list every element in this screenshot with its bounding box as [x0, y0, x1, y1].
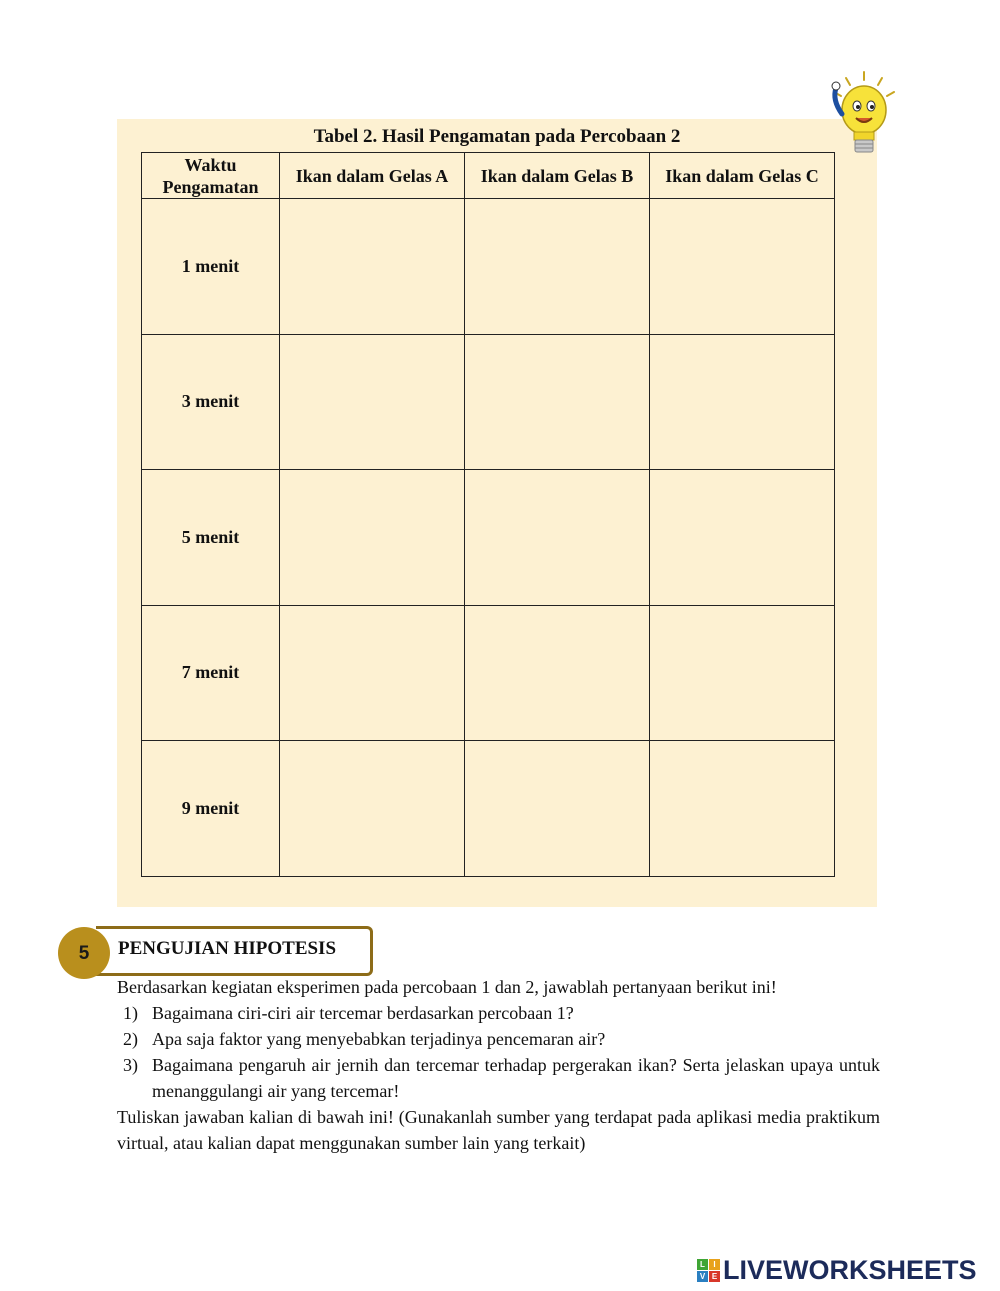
answer-cell-glass-a[interactable]	[280, 199, 465, 335]
table-row	[142, 199, 835, 335]
answer-cell-glass-b[interactable]	[465, 199, 650, 335]
table-row	[142, 334, 835, 470]
question-number: 3)	[123, 1055, 138, 1075]
table-header-row	[142, 153, 835, 199]
table-row	[142, 470, 835, 606]
answer-cell-glass-c[interactable]	[650, 334, 835, 470]
question-text: Apa saja faktor yang menyebabkan terjadinya pencemaran air?	[152, 1029, 606, 1049]
logo-letter: I	[709, 1259, 720, 1270]
answer-cell-glass-c[interactable]	[650, 605, 835, 741]
logo-text: LIVEWORKSHEETS	[723, 1255, 977, 1285]
answer-cell-glass-c[interactable]	[650, 741, 835, 877]
answer-cell-glass-b[interactable]	[465, 741, 650, 877]
answer-cell-glass-c[interactable]	[650, 470, 835, 606]
logo-mark-icon	[697, 1259, 720, 1282]
answer-cell-glass-b[interactable]	[465, 470, 650, 606]
header-glass-b: Ikan dalam Gelas B	[465, 153, 650, 199]
list-item	[117, 1026, 880, 1052]
answer-cell-glass-a[interactable]	[280, 334, 465, 470]
row-time-label: 9 menit	[142, 741, 280, 877]
answer-cell-glass-b[interactable]	[465, 605, 650, 741]
section-intro: Berdasarkan kegiatan eksperimen pada percobaan 1 dan 2, jawablah pertanyaan berikut ini!	[117, 977, 777, 997]
logo-letter: L	[697, 1259, 708, 1270]
logo-letter: E	[709, 1271, 720, 1282]
answer-cell-glass-b[interactable]	[465, 334, 650, 470]
logo-letter: V	[697, 1271, 708, 1282]
section-number-badge: 5	[58, 927, 110, 979]
header-glass-c: Ikan dalam Gelas C	[650, 153, 835, 199]
list-item	[117, 1052, 880, 1104]
answer-cell-glass-a[interactable]	[280, 470, 465, 606]
table-title: Tabel 2. Hasil Pengamatan pada Percobaan 2	[313, 126, 681, 147]
table-row	[142, 741, 835, 877]
question-number: 2)	[123, 1029, 138, 1049]
liveworksheets-logo[interactable]	[697, 1255, 977, 1285]
row-time-label: 7 menit	[142, 605, 280, 741]
answer-cell-glass-a[interactable]	[280, 605, 465, 741]
header-time: Waktu Pengamatan	[142, 153, 280, 199]
header-glass-a: Ikan dalam Gelas A	[280, 153, 465, 199]
answer-cell-glass-a[interactable]	[280, 741, 465, 877]
answer-cell-glass-c[interactable]	[650, 199, 835, 335]
row-time-label: 5 menit	[142, 470, 280, 606]
row-time-label: 1 menit	[142, 199, 280, 335]
question-number: 1)	[123, 1003, 138, 1023]
row-time-label: 3 menit	[142, 334, 280, 470]
question-text: Bagaimana pengaruh air jernih dan tercemar terhadap pergerakan ikan? Serta jelaskan upaya untuk menanggulangi air yang tercemar!	[152, 1055, 880, 1101]
answer-instruction: Tuliskan jawaban kalian di bawah ini! (Gunakanlah sumber yang terdapat pada aplikasi media praktikum virtual, atau kalian dapat menggunakan sumber lain yang terkait)	[117, 1107, 880, 1153]
section-title: PENGUJIAN HIPOTESIS	[118, 938, 337, 959]
question-list	[117, 1000, 880, 1104]
question-text: Bagaimana ciri-ciri air tercemar berdasarkan percobaan 1?	[152, 1003, 574, 1023]
table-row	[142, 605, 835, 741]
list-item	[117, 1000, 880, 1026]
observation-table	[141, 152, 835, 877]
